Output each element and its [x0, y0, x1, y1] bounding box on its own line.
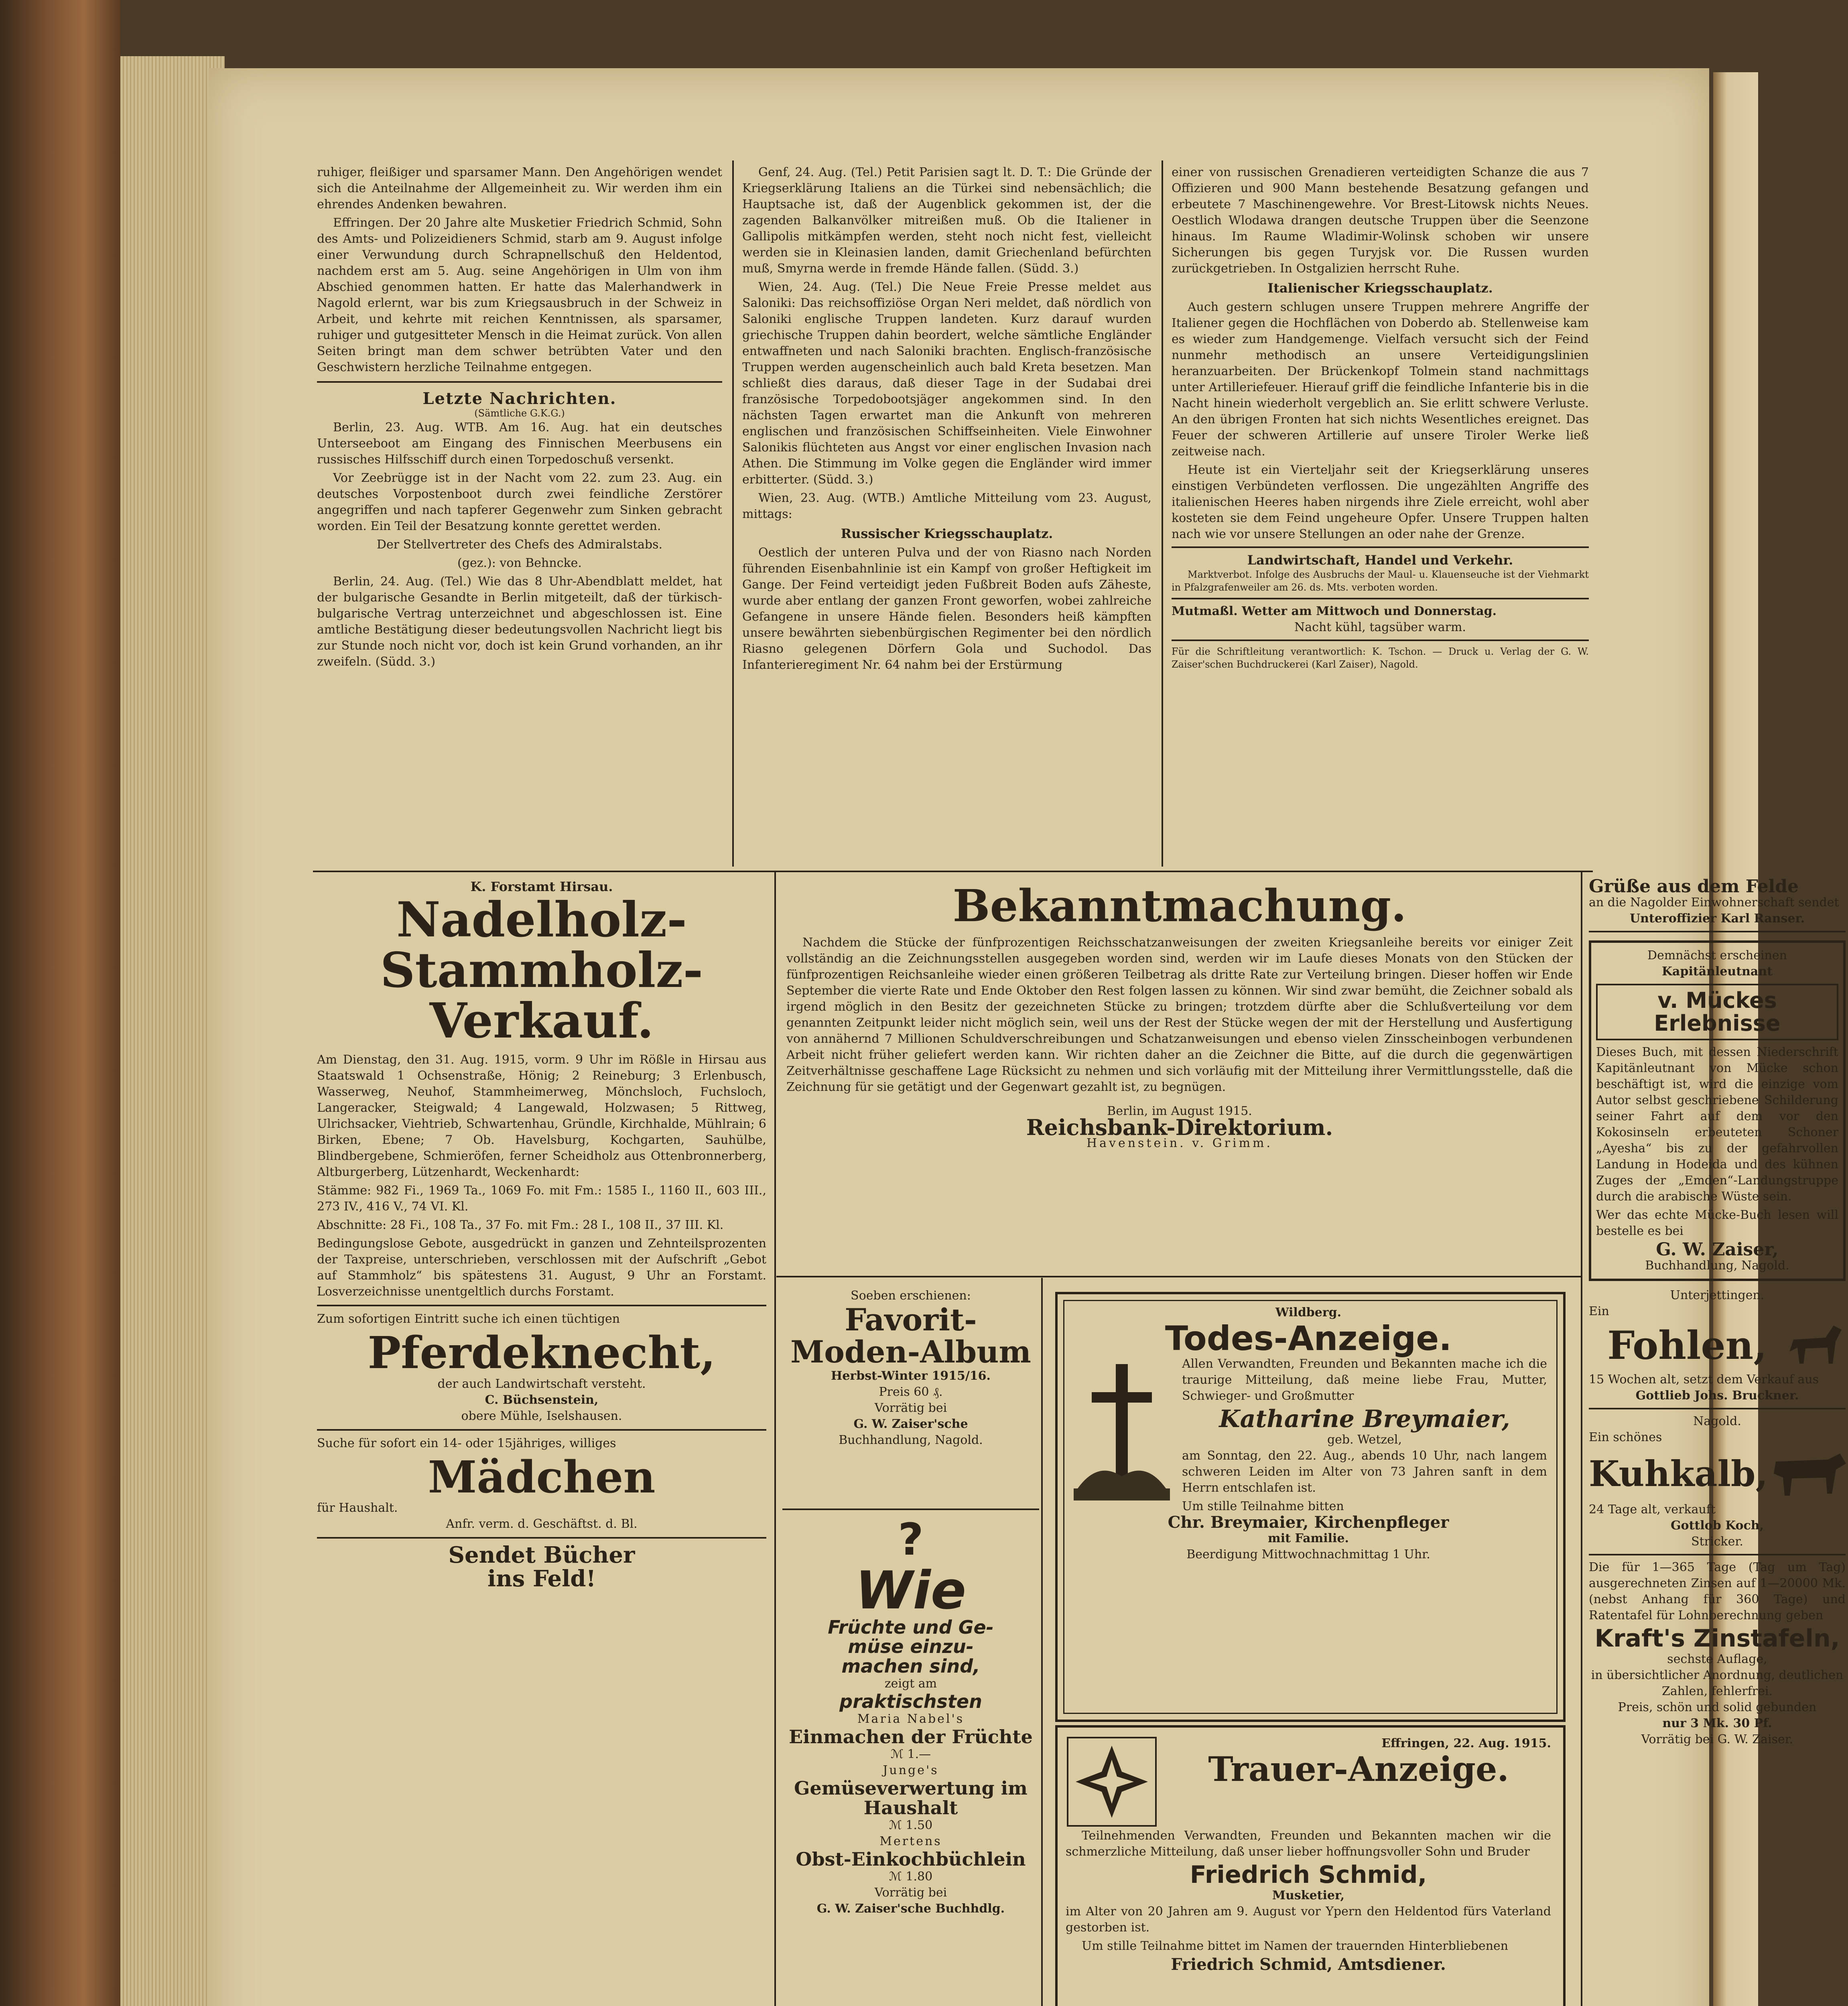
buecher-line1: Sendet Bücher — [448, 1542, 635, 1568]
divider — [1589, 1408, 1846, 1409]
divider — [1172, 546, 1589, 548]
newspaper-page — [209, 68, 1846, 2006]
wie-l1: Früchte und Ge- — [828, 1616, 994, 1638]
ad-todes — [1070, 1305, 1547, 1563]
maedchen-line3: Anfr. verm. d. Geschäftst. d. Bl. — [446, 1517, 638, 1531]
column-rule — [1162, 160, 1163, 867]
news-para: (gez.): von Behncke. — [457, 556, 582, 570]
muecke-l2: Kapitänleutnant — [1661, 964, 1773, 979]
imprint: Für die Schriftleitung verantwortlich: K. Tschon. — Druck u. Verlag der G. W. Zaiser'schen Buchdruckerei (Karl Zaiser), Nagold. — [1172, 646, 1589, 670]
ad-trauer — [1066, 1736, 1551, 1973]
zins-l3: Preis, schön und solid gebunden — [1618, 1700, 1817, 1715]
wie-q: ? — [898, 1514, 924, 1565]
weather-text: Nacht kühl, tagsüber warm. — [1294, 620, 1466, 634]
news-para: Berlin, 23. Aug. WTB. Am 16. Aug. hat ein deutsches Unterseeboot am Eingang des Finnischen Meerbusens ein russisches Hilfsschiff durch einen Torpedoschuß versenkt. — [317, 420, 722, 467]
fohlen-title: Fohlen, — [1607, 1322, 1767, 1368]
col1-para: Effringen. Der 20 Jahre alte Musketier Friedrich Schmid, Sohn des Amts- und Polizeidieners Schmid, starb am 9. August infolge einer Verwundung durch Schrapnellschuß den Heldentod, nachdem erst am 5. Aug. seine Angehörigen in Ulm von ihm Abschied genommen hatten. Er hatte das Malerhandwerk in Nagold erlernt, war bis zum Kriegsausbruch in der Schweiz in Arbeit, und kehrte mit reichen Kenntnissen, als sparsamer, ruhiger und gutgesitteter Mensch in die Heimat zurück. Von allen Seiten bringt man dem schwer betrübten Vater und den Geschwistern herzliche Teilnahme entgegen. — [317, 216, 722, 374]
calf-icon — [1768, 1446, 1848, 1502]
bekannt-body: Nachdem die Stücke der fünfprozentigen Reichsschatzanweisungen der zweiten Kriegsanleihe bereits vor einiger Zeit vollständig an die Zeichnungsstellen ausgegeben worden sind, werden wir im Laufe dieses Monats von den Stücken der fünfprozentigen Reichsanleihe wieder einen größeren Teilbetrag als dritte Rate zur Verteilung bringen. Dieser hoffen wir Ende September die vierte Rate und Ende Oktober den Rest folgen lassen zu können. Wir sind zwar bemüht, die Zeichner sobald als irgend möglich in den Besitz der gezeichneten Stücke zu bringen; trotzdem dürfte aber die Schlußverteilung vor dem genannten Zeitpunkt leider nicht möglich sein, weil uns der Rest der Stücke wegen der mit der Herstellung und Ausfertigung von annähernd 7 Millionen Schuldverschreibungen und Schatzanweisungen und ebenso vielen Zinsscheinbogen verbundenen Arbeit nicht früher geliefert werden kann. Wir richten daher an die Zeichner die Bitte, auf die durch die gegenwärtigen Zeitverhältnisse geschaffene Lage Rücksicht zu nehmen und sich vorläufig mit der Mitteilung ihrer Vermittlungsstelle, daß die Zeichnung für sie getätigt und der Gegenwart gezahlt ist, zu begnügen. — [786, 935, 1573, 1094]
todes-body: Allen Verwandten, Freunden und Bekannten mache ich die traurige Mitteilung, daß meine liebe Frau, Mutter, Schwieger- und Großmutter — [1182, 1357, 1547, 1403]
moden-seller2: Buchhandlung, Nagold. — [839, 1433, 983, 1447]
trauer-body2: im Alter von 20 Jahren am 9. August vor Ypern den Heldentod fürs Vaterland gestorben ist. — [1066, 1904, 1551, 1935]
col2-heading: Russischer Kriegsschauplatz. — [841, 526, 1053, 541]
iron-cross-icon — [1066, 1736, 1158, 1828]
column-3 — [1172, 164, 1589, 673]
wie-author2: Junge's — [883, 1763, 939, 1778]
todes-title: Todes-Anzeige. — [1165, 1319, 1452, 1358]
gruesse-l1: an die Nagolder Einwohnerschaft sendet — [1589, 895, 1839, 910]
kuhkalb-trade: Stricker. — [1691, 1535, 1743, 1549]
divider — [317, 1429, 766, 1431]
wie-l4: zeigt am — [884, 1676, 937, 1691]
weather-title: Mutmaßl. Wetter am Mittwoch und Donnerstag. — [1172, 604, 1497, 618]
trade-title: Landwirtschaft, Handel und Verkehr. — [1247, 552, 1513, 568]
col2-para: Wien, 24. Aug. (Tel.) Die Neue Freie Presse meldet aus Saloniki: Das reichsoffiziöse Organ Neri meldet, daß nördlich von Saloniki englische Truppen landeten. Kurz darauf wurden griechische Truppen dahin beordert, welche sämtliche Engländer entwaffneten und nach Saloniki brachten. Englisch-französische Truppen werden augenscheinlich auch bald Kreta besetzen. Man schließt dies daraus, daß dieser Tage in der Sudabai drei französische Torpedobootsjäger angekommen sind. In den nächsten Tagen erwartet man die Ankunft von mehreren englischen und französischen Schiffseinheiten. Viele Einwohner Salonikis flüchteten aus Angst vor einer englischen Invasion nach Athen. Die Stimmung im Volke gegen die Engländer wird immer erbitterter. (Südd. 3.) — [742, 280, 1151, 487]
ad-wie — [786, 1514, 1035, 1917]
ad-title-1: Nadelholz- — [396, 891, 687, 948]
trade-text: Marktverbot. Infolge des Ausbruchs der Maul- u. Klauenseuche ist der Viehmarkt in Pfalzgrafenweiler am 26. ds. Mts. verboten worden. — [1172, 569, 1589, 593]
fohlen-name: Gottlieb Johs. Bruckner. — [1635, 1389, 1799, 1403]
moden-title2: Moden-Album — [790, 1334, 1031, 1370]
cross-icon — [1070, 1356, 1174, 1515]
buecher-line2: ins Feld! — [487, 1565, 596, 1592]
kuhkalb-body: 24 Tage alt, verkauft — [1589, 1502, 1716, 1517]
column-rule — [774, 871, 776, 2006]
book-binding — [0, 0, 120, 2006]
kuhkalb-place: Nagold. — [1693, 1414, 1741, 1429]
zins-stock: Vorrätig bei G. W. Zaiser. — [1641, 1732, 1793, 1747]
wie-price2: ℳ 1.50 — [889, 1818, 933, 1833]
gruesse-name: Unteroffizier Karl Ranser. — [1629, 912, 1805, 926]
divider — [317, 1305, 766, 1306]
muecke-seller2: Buchhandlung, Nagold. — [1645, 1259, 1789, 1273]
muecke-box — [1589, 940, 1846, 1281]
ad-abschnitte: Abschnitte: 28 Fi., 108 Ta., 37 Fo. mit Fm.: 28 I., 108 II., 37 III. Kl. — [317, 1218, 724, 1232]
col2-para: Oestlich der unteren Pulva und der von Riasno nach Norden führenden Eisenbahnlinie ist ein Kampf von großer Heftigkeit im Gange. Der Feind verteidigt jeden Fußbreit Boden aufs Zäheste, wurde aber entlang der ganzen Front geworfen, wobei zahlreiche Gefangene in unsere Hände fielen. Besonders heiß kämpften unsere bewährten siebenbürgischen Regimenter bei den nördlich Riasno gelegenen Dörfern Gola und Suchodol. Das Infanterieregiment Nr. 64 nahm bei der Erstürmung — [742, 546, 1151, 672]
moden-title1: Favorit- — [845, 1302, 977, 1338]
gruesse-title: Grüße aus dem Felde — [1589, 876, 1799, 897]
ad-right-column — [1589, 876, 1846, 1748]
todes-name: Katharine Breymaier, — [1219, 1405, 1510, 1433]
wie-book2b: Haushalt — [863, 1797, 958, 1819]
divider — [317, 381, 722, 383]
ad-trauer-frame — [1055, 1725, 1566, 2006]
ad-issuer: K. Forstamt Hirsau. — [470, 879, 613, 894]
trauer-signer: Friedrich Schmid, Amtsdiener. — [1171, 1955, 1446, 1974]
bekannt-title: Bekanntmachung. — [952, 880, 1407, 932]
ad-forestry — [317, 879, 766, 1591]
maedchen-title: Mädchen — [428, 1451, 656, 1503]
ad-bekanntmachung — [786, 880, 1573, 1151]
ad-title-2: Stammholz- — [380, 942, 703, 999]
moden-seller: G. W. Zaiser'sche — [853, 1417, 968, 1431]
muecke-l1: Demnächst erscheinen — [1647, 948, 1787, 962]
bekannt-place: Berlin, im August 1915. — [1107, 1104, 1252, 1118]
muecke-title: v. Mückes Erlebnisse — [1596, 984, 1838, 1040]
moden-price: Preis 60 ₰. — [879, 1385, 943, 1399]
todes-place: Wildberg. — [1275, 1306, 1342, 1320]
wie-stock: Vorrätig bei — [874, 1886, 947, 1900]
wie-author1: Maria Nabel's — [857, 1712, 965, 1726]
zins-price: nur 3 Mk. 30 Pf. — [1662, 1716, 1772, 1731]
col3-para: einer von russischen Grenadieren verteidigten Schanze die aus 7 Offizieren und 900 Mann bestehende Besatzung gefangen und erbeutete 7 Maschinengewehre. Vor Brest-Litowsk nichts Neues. Oestlich Wlodawa drangen deutsche Truppen über die Seenzone hinaus. Im Raume Wladimir-Wolinsk schoben wir unsere Sicherungen bis gegen Turyjsk vor. Die Russen wurden zurückgetrieben. In Ostgalizien herrscht Ruhe. — [1172, 165, 1589, 276]
section-rule — [313, 871, 1593, 872]
wie-book1: Einmachen der Früchte — [789, 1726, 1033, 1748]
divider — [1589, 931, 1846, 932]
wie-l5: praktischsten — [839, 1690, 982, 1712]
column-rule — [732, 160, 734, 867]
column-2 — [742, 164, 1151, 676]
maedchen-line1: Suche für sofort ein 14- oder 15jähriges, williges — [317, 1436, 616, 1450]
wie-price3: ℳ 1.80 — [889, 1870, 933, 1884]
fohlen-body: 15 Wochen alt, setzt dem Verkauf aus — [1589, 1373, 1819, 1387]
column-1 — [317, 164, 722, 672]
wie-book2a: Gemüseverwertung im — [794, 1777, 1028, 1799]
col3-para: Auch gestern schlugen unsere Truppen mehrere Angriffe der Italiener gegen die Hochflächen von Doberdo ab. Stellenweise kam es wieder zum Handgemenge. Vielfach versucht sich der Feind nunmehr methodisch an unsere Verteidigungslinien heranzuarbeiten. Der Brückenkopf Tolmein stand nachmittags unter Artilleriefeuer. Hierauf griff die feindliche Infanterie bis in die Nacht hinein wiederholt vergeblich an. Sie erlitt schwere Verluste. An den übrigen Fronten hat sich nichts Wesentliches ereignet. Das Feuer der schweren Artillerie auf unsere Tiroler Werke ließ zeitweise nach. — [1172, 300, 1589, 459]
trauer-body: Teilnehmenden Verwandten, Freunden und Bekannten machen wir die schmerzliche Mitteilung, daß unser lieber hoffnungsvoller Sohn und Bruder — [1066, 1829, 1551, 1859]
moden-stock: Vorrätig bei — [874, 1401, 947, 1415]
ad-body: Am Dienstag, den 31. Aug. 1915, vorm. 9 Uhr im Rößle in Hirsau aus Staatswald 1 Ochsenstraße, Hönig; 2 Reineburg; 3 Erlenbusch, Wasserweg, Neuhof, Stammheimerweg, Mönchsloch, Fuchsloch, Langeracker, Steigwald; 4 Langewald, Holzwasen; 5 Rittweg, Ulrichsacker, Viehtrieb, Schwartenhau, Gründle, Kirchhalde, Mühlrain; 6 Birken, Ebene; 7 Ob. Havelsburg, Kochgarten, Sauhülbe, Blindbergebene, Schmieröfen, ferner Scheidholz aus Ottenbronnerberg, Altburgerberg, Lützenhardt, Weckenhardt: — [317, 1053, 766, 1179]
news-subtitle: (Sämtliche G.K.G.) — [474, 408, 565, 419]
news-para: Vor Zeebrügge ist in der Nacht vom 22. zum 23. Aug. ein deutsches Vorpostenboot durch zwei feindliche Zerstörer angegriffen und nach tapferer Gegenwehr zum Sinken gebracht worden. Ein Teil der Besatzung konnte gerettet werden. — [317, 471, 722, 533]
todes-signer: Chr. Breymaier, Kirchenpfleger — [1168, 1513, 1449, 1532]
divider — [1589, 1554, 1846, 1555]
ad-title-3: Verkauf. — [429, 993, 654, 1049]
news-title: Letzte Nachrichten. — [422, 389, 617, 408]
wie-seller: G. W. Zaiser'sche Buchhdlg. — [816, 1902, 1005, 1916]
moden-line1: Soeben erschienen: — [851, 1289, 971, 1303]
wie-book3: Obst-Einkochbüchlein — [796, 1848, 1026, 1870]
fohlen-place: Unterjettingen. — [1670, 1288, 1765, 1303]
trauer-rank: Musketier, — [1272, 1888, 1345, 1902]
zins-title: Kraft's Zinstafeln, — [1594, 1624, 1840, 1653]
wie-l3: machen sind, — [841, 1655, 980, 1677]
divider — [1172, 598, 1589, 599]
section-rule — [782, 1509, 1039, 1510]
trauer-place: Effringen, 22. Aug. 1915. — [1381, 1736, 1551, 1750]
moden-season: Herbst-Winter 1915/16. — [831, 1368, 991, 1383]
knecht-name: C. Büchsenstein, — [485, 1393, 599, 1407]
column-rule — [1041, 1278, 1043, 2006]
knecht-title: Pferdeknecht, — [368, 1327, 716, 1379]
wie-l2: müse einzu- — [848, 1636, 974, 1658]
column-rule — [1581, 871, 1582, 2006]
maedchen-line2: für Haushalt. — [317, 1501, 398, 1515]
trauer-title: Trauer-Anzeige. — [1208, 1749, 1509, 1789]
kuhkalb-l1: Ein schönes — [1589, 1430, 1662, 1445]
kuhkalb-title: Kuhkalb, — [1589, 1453, 1768, 1495]
muecke-seller: G. W. Zaiser, — [1656, 1239, 1779, 1260]
horse-icon — [1785, 1320, 1846, 1372]
col3-para: Heute ist ein Vierteljahr seit der Kriegserklärung unseres einstigen Verbündeten verflossen. Die ungezählten Angriffe des italienischen Heeres haben nirgends ihre Ziele erreicht, wohl aber kosteten sie dem Feind ungeheure Opfer. Unsere Truppen halten nach wie vor unsere Stellungen an oder nahe der Grenze. — [1172, 463, 1589, 541]
wie-price1: ℳ 1.— — [890, 1747, 931, 1762]
todes-born: geb. Wetzel, — [1327, 1433, 1402, 1447]
wie-author3: Mertens — [879, 1834, 942, 1849]
col3-heading: Italienischer Kriegsschauplatz. — [1267, 280, 1493, 296]
ad-moden-album — [786, 1288, 1035, 1448]
ad-staemme: Stämme: 982 Fi., 1969 Ta., 1069 Fo. mit Fm.: 1585 I., 1160 II., 603 III., 273 IV., 416 V., 74 VI. Kl. — [317, 1184, 766, 1214]
zins-body: Die für 1—365 Tage (Tag um Tag) ausgerechneten Zinsen auf 1—20000 Mk. (nebst Anhang für 360 Tage) und Ratentafel für Lohnberechnung geben — [1589, 1560, 1846, 1623]
knecht-place: obere Mühle, Iselshausen. — [461, 1409, 622, 1423]
todes-family: mit Familie. — [1267, 1531, 1349, 1546]
knecht-line1: Zum sofortigen Eintritt suche ich einen tüchtigen — [317, 1312, 620, 1326]
zins-l2: in übersichtlicher Anordnung, deutlichen Zahlen, fehlerfrei. — [1591, 1668, 1844, 1699]
bekannt-signer: Reichsbank-Direktorium. — [1026, 1114, 1333, 1140]
zins-l1: sechste Auflage, — [1667, 1652, 1767, 1667]
trauer-ask: Um stille Teilnahme bittet im Namen der trauernden Hinterbliebenen — [1082, 1939, 1509, 1953]
divider — [317, 1537, 766, 1539]
kuhkalb-name: Gottlob Koch, — [1670, 1519, 1764, 1533]
col2-para: Genf, 24. Aug. (Tel.) Petit Parisien sagt lt. D. T.: Die Gründe der Kriegserklärung Italiens an die Türkei sind nebensächlich; die Hauptsache ist, daß der Augenblick gekommen ist, der die zagenden Balkanvölker mitreißen muß. Ob die Italiener in Gallipolis mitkämpfen werden, steht noch nicht fest, vielleicht werden sie in Kleinasien landen, damit Griechenland befürchten muß, Smyrna werde in fremde Hände fallen. (Südd. 3.) — [742, 165, 1151, 276]
muecke-body: Dieses Buch, mit dessen Niederschrift Kapitänleutnant von Mücke schon beschäftigt ist, wird die einzige vom Autor selbst geschriebene Schilderung seiner Fahrt auf dem vor den Kokosinseln erbeuteten Schoner „Ayesha“ bis zu der gefahrvollen Landung in Hodeida und des kühnen Zuges der „Emden“-Landungstruppe durch die arabische Wüste sein. — [1596, 1045, 1838, 1204]
trauer-name: Friedrich Schmid, — [1190, 1861, 1427, 1889]
divider — [1172, 640, 1589, 641]
ad-todes-frame — [1055, 1292, 1566, 1722]
knecht-line2: der auch Landwirtschaft versteht. — [437, 1377, 646, 1391]
col2-para: Wien, 23. Aug. (WTB.) Amtliche Mitteilung vom 23. August, mittags: — [742, 491, 1151, 521]
bekannt-names: Havenstein. v. Grimm. — [1086, 1136, 1273, 1150]
todes-funeral: Beerdigung Mittwochnachmittag 1 Uhr. — [1186, 1547, 1430, 1562]
fohlen-l1: Ein — [1589, 1304, 1609, 1319]
ad-conditions: Bedingungslose Gebote, ausgedrückt in ganzen und Zehnteilsprozenten der Taxpreise, unterschrieben, verschlossen mit der Aufschrift „Gebot auf Stammholz“ bis spätestens 31. August, 9 Uhr an Forstamt. Losverzeichnisse unentgeltlich durchs Forstamt. — [317, 1236, 766, 1299]
todes-body2: am Sonntag, den 22. Aug., abends 10 Uhr, nach langem schweren Leiden im Alter von 73 Jahren sanft in dem Herrn entschlafen ist. — [1182, 1449, 1547, 1495]
todes-ask: Um stille Teilnahme bitten — [1182, 1499, 1344, 1514]
wie-title: Wie — [855, 1559, 967, 1621]
muecke-order: Wer das echte Mücke-Buch lesen will bestelle es bei — [1596, 1208, 1838, 1239]
section-rule — [776, 1276, 1581, 1277]
news-para: Berlin, 24. Aug. (Tel.) Wie das 8 Uhr-Abendblatt meldet, hat der bulgarische Gesandte in Berlin mitgeteilt, daß der türkisch-bulgarische Vertrag unterzeichnet und abgeschlossen ist. Eine amtliche Bestätigung dieser bedeutungsvollen Nachricht liegt bis zur Stunde noch nicht vor, doch ist kein Grund vorhanden, an ihr zweifeln. (Südd. 3.) — [317, 575, 722, 669]
news-para: Der Stellvertreter des Chefs des Admiralstabs. — [376, 538, 663, 552]
col1-para: ruhiger, fleißiger und sparsamer Mann. Den Angehörigen wendet sich die Anteilnahme der Allgemeinheit zu. Wir werden ihm ein ehrendes Andenken bewahren. — [317, 165, 722, 211]
